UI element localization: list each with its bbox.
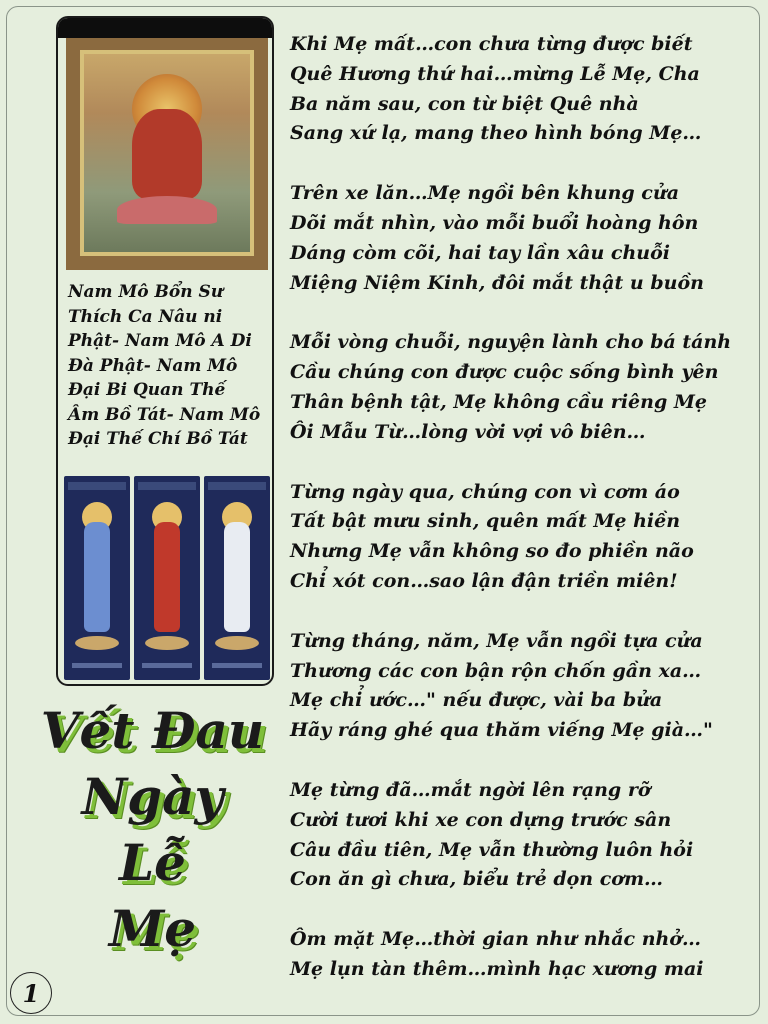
- poem-line: Khi Mẹ mất…con chưa từng được biết: [290, 33, 693, 55]
- poem-line: Thân bệnh tật, Mẹ không cầu riêng Mẹ: [290, 390, 707, 413]
- page-number-badge: 1: [10, 972, 52, 1014]
- poem-line: Chỉ xót con…sao lận đận triền miên!: [290, 569, 678, 592]
- poem-line: Dõi mắt nhìn, vào mỗi buổi hoàng hôn: [290, 211, 699, 234]
- stanza: [290, 30, 750, 149]
- poem-line: Từng ngày qua, chúng con vì cơm áo: [290, 480, 680, 503]
- mantra-line: Đà Phật- Nam Mô: [68, 355, 238, 376]
- bodhisattva-center: [134, 476, 200, 680]
- title-line: Ngày: [81, 767, 224, 826]
- poem-line: Quê Hương thứ hai…mừng Lễ Mẹ, Cha: [290, 62, 700, 85]
- poem-line: Cầu chúng con được cuộc sống bình yên: [290, 361, 719, 384]
- poem-title: [30, 698, 275, 962]
- poem-line: Mẹ lụn tàn thêm…mình hạc xương mai: [290, 957, 704, 980]
- poem-line: Thương các con bận rộn chốn gần xa…: [290, 659, 702, 682]
- poem-line: Ba năm sau, con từ biệt Quê nhà: [290, 92, 639, 115]
- poem-line: Ôm mặt Mẹ…thời gian như nhắc nhở…: [290, 928, 702, 951]
- poem-line: Cười tươi khi xe con dựng trước sân: [290, 808, 672, 831]
- bodhisattva-right: [204, 476, 270, 680]
- poem-line: Ôi Mẫu Từ…lòng vời vợi vô biên…: [290, 420, 646, 443]
- stanza: [290, 328, 750, 447]
- panel-top-bar: [58, 18, 272, 38]
- stanza: [290, 179, 750, 298]
- title-line: Mẹ: [108, 899, 197, 958]
- stanza: [290, 776, 750, 895]
- poem-line: Mỗi vòng chuỗi, nguyện lành cho bá tánh: [290, 331, 732, 354]
- buddha-painting-image: [66, 38, 268, 270]
- stanza: [290, 925, 750, 985]
- poem-line: Hãy ráng ghé qua thăm viếng Mẹ già…": [290, 719, 713, 742]
- stanza: [290, 478, 750, 597]
- mantra-line: Thích Ca Nâu ni: [68, 306, 223, 327]
- left-panel: [56, 16, 274, 686]
- mantra-line: Nam Mô Bổn Sư: [68, 282, 224, 302]
- poem-line: Con ăn gì chưa, biểu trẻ dọn cơm…: [290, 868, 664, 891]
- poem-line: Miệng Niệm Kinh, đôi mắt thật u buồn: [290, 271, 704, 294]
- poem-line: Tất bật mưu sinh, quên mất Mẹ hiền: [290, 510, 681, 533]
- poem-line: Từng tháng, năm, Mẹ vẫn ngồi tựa cửa: [290, 629, 703, 652]
- poem-line: Mẹ chỉ ước…" nếu được, vài ba bửa: [290, 689, 663, 712]
- mantra-text: [68, 280, 268, 452]
- title-line: Lễ: [119, 833, 186, 892]
- poem-line: Câu đầu tiên, Mẹ vẫn thường luôn hỏi: [290, 838, 694, 861]
- mantra-line: Đại Bi Quan Thế: [68, 380, 226, 400]
- bodhisattva-triptych-image: [64, 476, 270, 680]
- poem-line: Nhưng Mẹ vẫn không so đo phiền não: [290, 540, 694, 563]
- poem-line: Dáng còm cõi, hai tay lần xâu chuỗi: [290, 241, 670, 264]
- title-line: Vết Đau: [40, 701, 265, 760]
- bodhisattva-left: [64, 476, 130, 680]
- mantra-line: Đại Thế Chí Bồ Tát: [68, 429, 248, 449]
- poem-line: Sang xứ lạ, mang theo hình bóng Mẹ…: [290, 122, 702, 145]
- poem-body: [290, 30, 750, 1015]
- poem-line: Trên xe lăn…Mẹ ngồi bên khung cửa: [290, 182, 679, 205]
- mantra-line: Âm Bồ Tát- Nam Mô: [68, 404, 261, 425]
- poem-line: Mẹ từng đã…mắt ngời lên rạng rỡ: [290, 778, 651, 801]
- mantra-line: Phật- Nam Mô A Di: [68, 331, 252, 351]
- stanza: [290, 627, 750, 746]
